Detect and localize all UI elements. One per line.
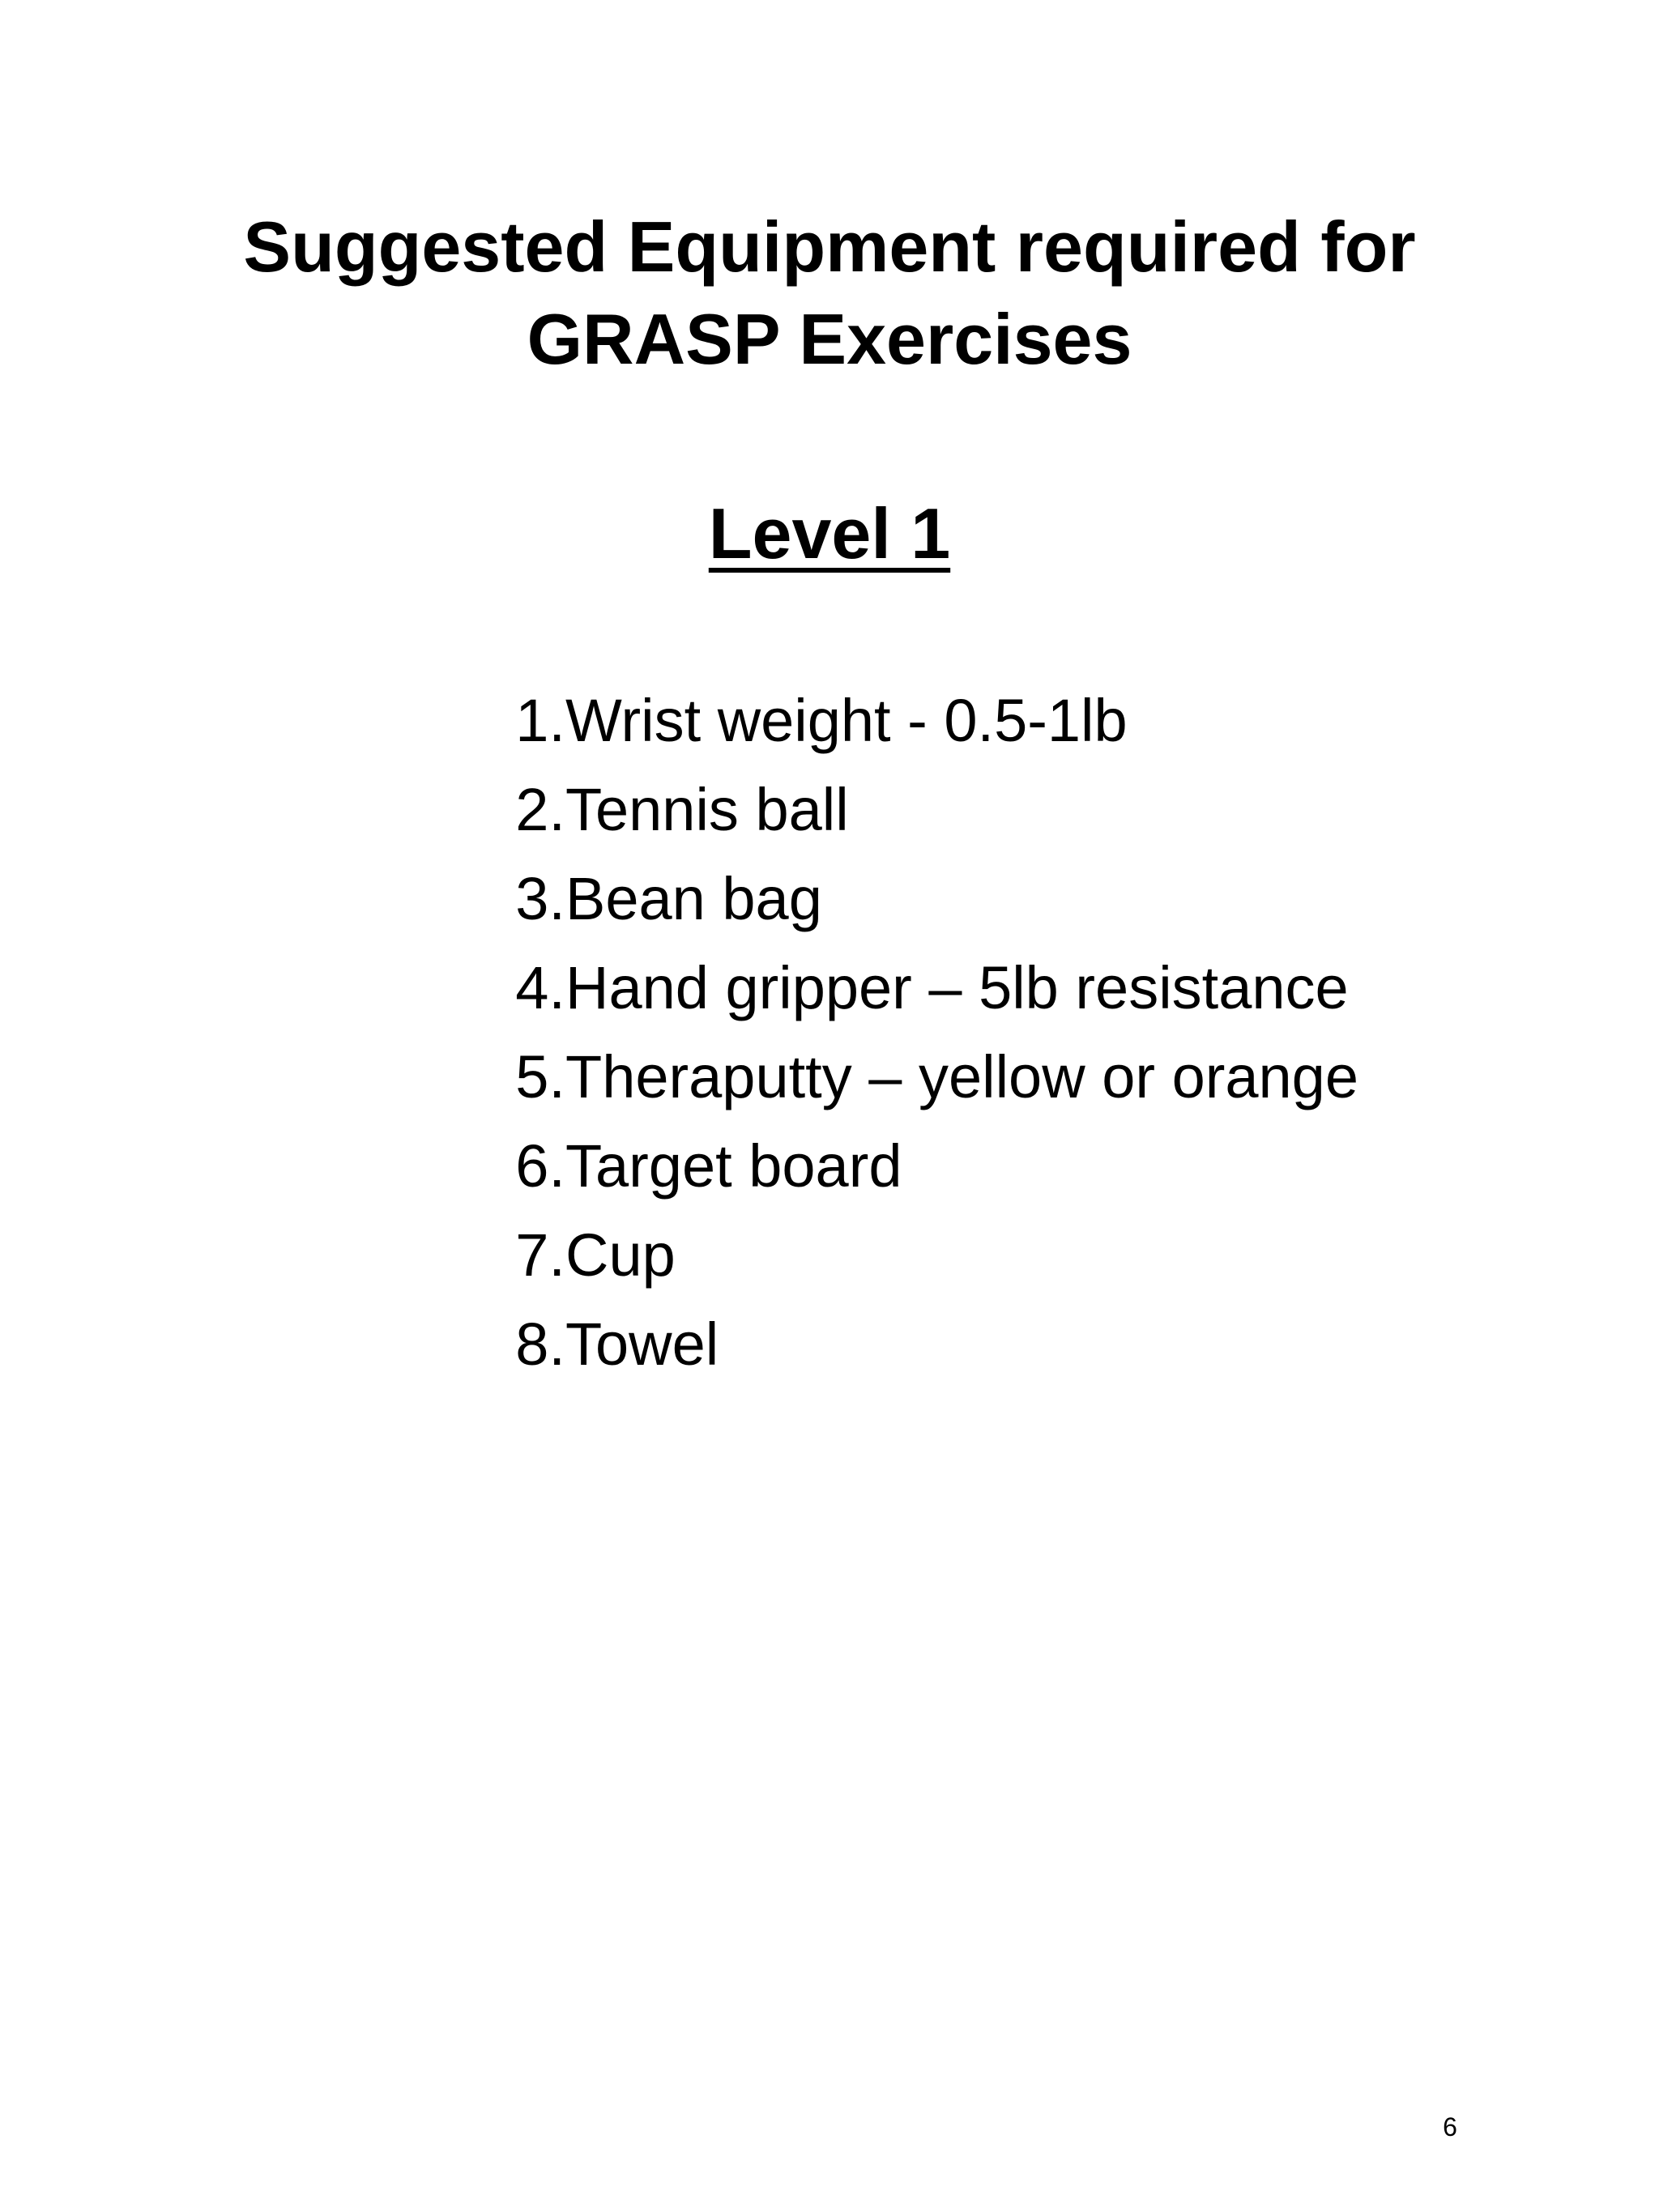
- list-item-number: 2.: [515, 776, 565, 843]
- page-title-line-1: Suggested Equipment required for: [243, 207, 1416, 287]
- list-item-text: Hand gripper – 5lb resistance: [565, 954, 1349, 1021]
- list-item: [466, 676, 1358, 765]
- page-title-line-2: GRASP Exercises: [527, 299, 1132, 379]
- list-item-text: Cup: [565, 1221, 676, 1289]
- list-item-number: 4.: [515, 954, 565, 1021]
- page-number: 6: [1443, 2112, 1457, 2142]
- list-item: [466, 1033, 1358, 1122]
- level-heading: [0, 489, 1659, 578]
- list-item-text: Target board: [565, 1132, 902, 1200]
- page-title: [0, 201, 1659, 386]
- list-item-text: Wrist weight - 0.5-1lb: [565, 687, 1128, 754]
- list-item: [466, 1300, 1358, 1389]
- level-heading-text: Level 1: [708, 493, 951, 573]
- list-item-text: Bean bag: [565, 865, 822, 932]
- list-item-number: 8.: [515, 1311, 565, 1378]
- list-item-number: 7.: [515, 1221, 565, 1289]
- list-item-text: Theraputty – yellow or orange: [565, 1043, 1358, 1110]
- list-item-number: 1.: [515, 687, 565, 754]
- list-item-number: 5.: [515, 1043, 565, 1110]
- list-item-number: 3.: [515, 865, 565, 932]
- list-item: [466, 1122, 1358, 1211]
- list-item: [466, 944, 1358, 1033]
- list-item: [466, 1211, 1358, 1300]
- list-item-number: 6.: [515, 1132, 565, 1200]
- list-item: [466, 855, 1358, 944]
- list-item: [466, 765, 1358, 855]
- list-item-text: Tennis ball: [565, 776, 849, 843]
- list-item-text: Towel: [565, 1311, 719, 1378]
- equipment-list: [466, 676, 1358, 1389]
